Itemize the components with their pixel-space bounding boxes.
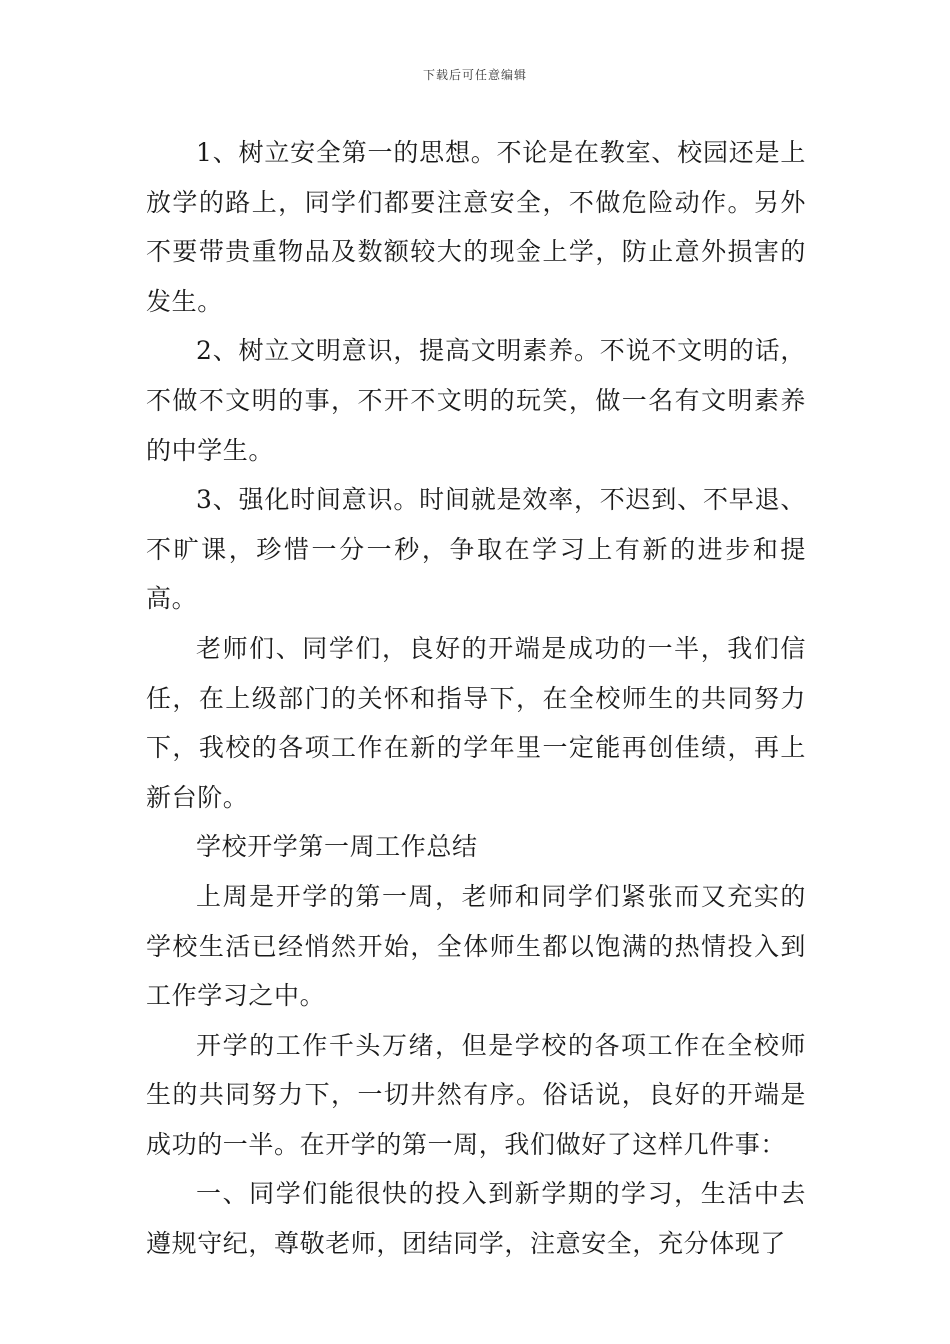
document-body [146, 128, 806, 1269]
section-title: 学校开学第一周工作总结 [196, 832, 478, 862]
page-header: 下载后可任意编辑 [422, 68, 527, 82]
paragraph-time: 3、强化时间意识。时间就是效率，不迟到、不早退、不旷课，珍惜一分一秒，争取在学习上有新的进步和提高。 [146, 485, 806, 614]
paragraph-first-week: 上周是开学的第一周，老师和同学们紧张而又充实的学校生活已经悄然开始，全体师生都以饱满的热情投入到工作学习之中。 [146, 881, 806, 1011]
paragraph-safety: 1、树立安全第一的思想。不论是在教室、校园还是上放学的路上，同学们都要注意安全，不做危险动作。另外不要带贵重物品及数额较大的现金上学，防止意外损害的发生。 [146, 138, 806, 316]
paragraph-closing: 老师们、同学们，良好的开端是成功的一半，我们信任，在上级部门的关怀和指导下，在全校师生的共同努力下，我校的各项工作在新的学年里一定能再创佳绩，再上新台阶。 [146, 633, 806, 812]
paragraph-work-order: 开学的工作千头万绪，但是学校的各项工作在全校师生的共同努力下，一切井然有序。俗话说，良好的开端是成功的一半。在开学的第一周，我们做好了这样几件事： [146, 1030, 806, 1159]
paragraph-civility: 2、树立文明意识，提高文明素养。不说不文明的话，不做不文明的事，不开不文明的玩笑，做一名有文明素养的中学生。 [146, 336, 806, 465]
paragraph-item-one: 一、同学们能很快的投入到新学期的学习，生活中去遵规守纪，尊敬老师，团结同学，注意安全，充分体现了 [146, 1179, 806, 1259]
